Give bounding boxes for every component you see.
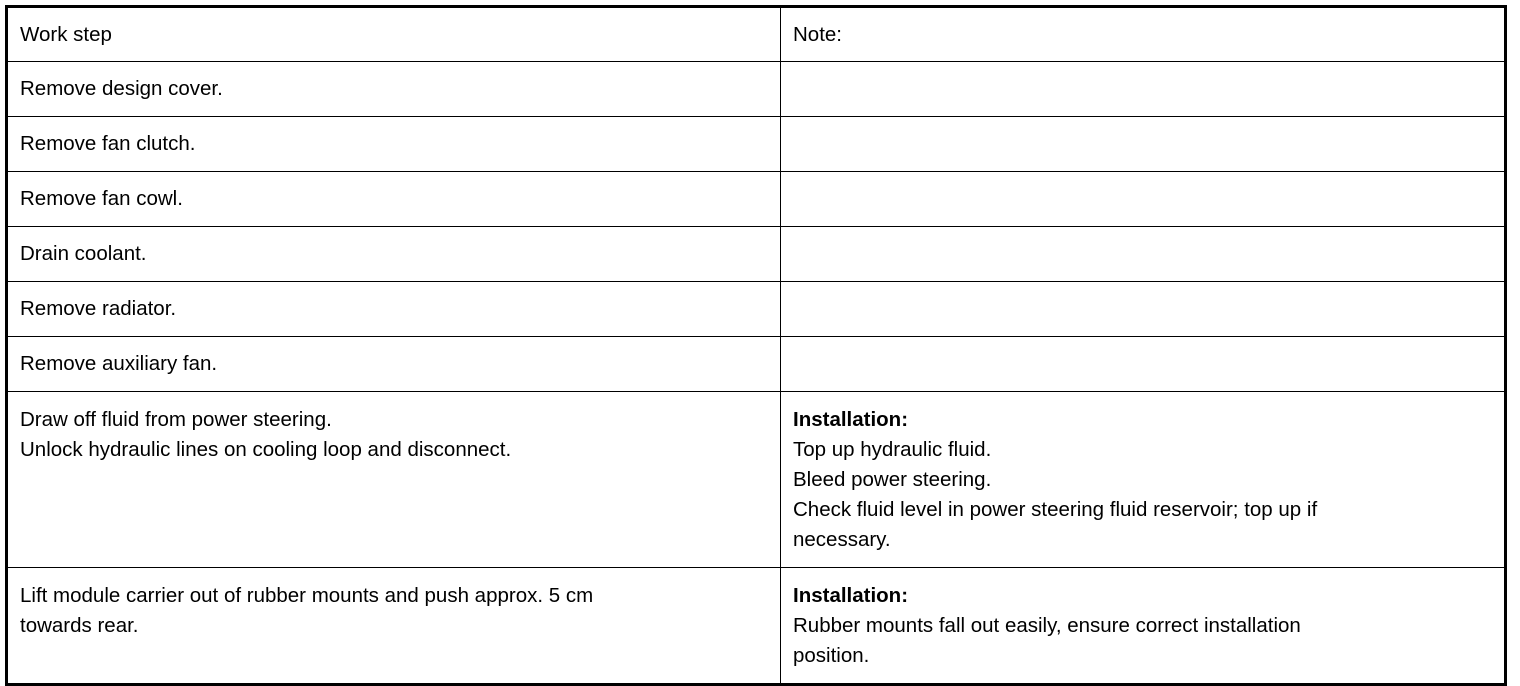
note-line: necessary.: [793, 528, 891, 551]
work-step-cell: [7, 392, 781, 568]
work-step-cell: Remove auxiliary fan.: [7, 337, 781, 392]
table-row: [7, 172, 1506, 227]
work-step-line: Unlock hydraulic lines on cooling loop and disconnect.: [20, 438, 512, 461]
table-row: [7, 392, 1506, 568]
installation-heading: Installation:: [793, 584, 909, 607]
note-line: Top up hydraulic fluid.: [793, 438, 992, 461]
table-header-row: [7, 7, 1506, 62]
note-cell: [781, 392, 1506, 568]
work-step-cell: Remove radiator.: [7, 282, 781, 337]
table-row: [7, 62, 1506, 117]
work-step-cell: Drain coolant.: [7, 227, 781, 282]
work-step-cell: Remove fan cowl.: [7, 172, 781, 227]
table-row: [7, 282, 1506, 337]
work-step-table: [5, 5, 1507, 686]
note-header: Note:: [781, 7, 1506, 62]
work-step-line: Lift module carrier out of rubber mounts and push approx. 5 cm: [20, 584, 594, 607]
note-line: Rubber mounts fall out easily, ensure correct installation: [793, 614, 1301, 637]
installation-heading: Installation:: [793, 408, 909, 431]
note-cell: [781, 172, 1506, 227]
note-cell: [781, 62, 1506, 117]
note-cell: [781, 282, 1506, 337]
note-cell: [781, 117, 1506, 172]
work-step-line: towards rear.: [20, 614, 139, 637]
work-step-cell: Remove fan clutch.: [7, 117, 781, 172]
note-cell: [781, 227, 1506, 282]
table-row: [7, 337, 1506, 392]
note-line: position.: [793, 644, 870, 667]
work-step-cell: [7, 568, 781, 685]
note-cell: [781, 568, 1506, 685]
note-cell: [781, 337, 1506, 392]
work-step-line: Draw off fluid from power steering.: [20, 408, 332, 431]
note-line: Bleed power steering.: [793, 468, 992, 491]
work-step-cell: Remove design cover.: [7, 62, 781, 117]
table-row: [7, 568, 1506, 685]
note-line: Check fluid level in power steering fluid reservoir; top up if: [793, 498, 1318, 521]
table-row: [7, 227, 1506, 282]
table-row: [7, 117, 1506, 172]
work-step-header: Work step: [7, 7, 781, 62]
